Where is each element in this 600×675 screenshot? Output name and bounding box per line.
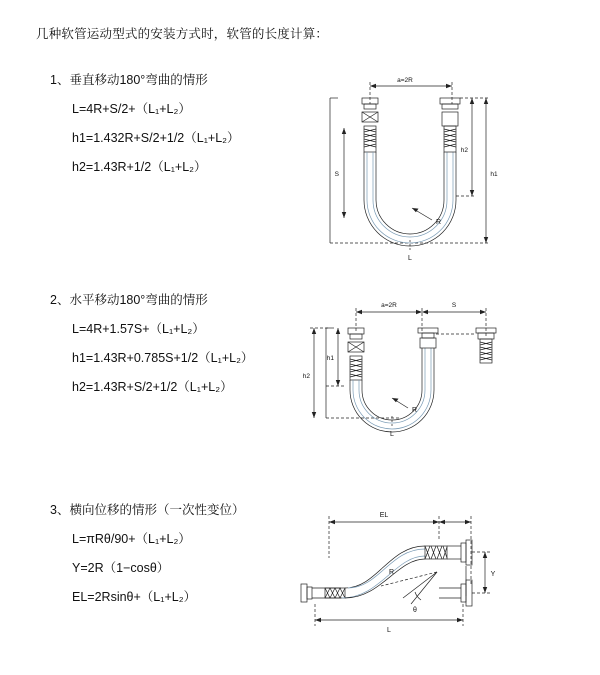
figure-2-label-radius: R (412, 407, 418, 414)
figure-1-label-top-dim: a=2R (397, 77, 413, 84)
section-2-title: 2、水平移动180°弯曲的情形 (50, 293, 208, 307)
section-2-formula-1: L=4R+1.57S+（L₁+L₂） (72, 322, 205, 336)
figure-1-label-radius: R (436, 219, 442, 226)
section-2-formula-3: h2=1.43R+S/2+1/2（L₁+L₂） (72, 380, 233, 394)
section-3-title: 3、横向位移的情形（一次性变位） (50, 503, 245, 517)
figure-vertical-180-bend (300, 68, 500, 273)
figure-3-label-offset: Y (490, 571, 496, 578)
page-title: 几种软管运动型式的安装方式时，软管的长度计算： (36, 27, 329, 41)
figure-3-label-angle: θ (413, 607, 417, 614)
figure-3-label-top-dim: EL (379, 512, 389, 519)
section-3-formula-2: Y=2R（1−cosθ） (72, 561, 170, 575)
figure-1-label-h2: h2 (460, 147, 468, 154)
figure-2-label-h2: h2 (302, 373, 310, 380)
figure-1-label-length: L (408, 255, 412, 262)
figure-2-label-top-dim-right: S (451, 302, 457, 309)
figure-1-label-h1: h1 (490, 171, 498, 178)
section-1-text (50, 70, 300, 175)
section-3-formula-1: L=πRθ/90+（L₁+L₂） (72, 532, 191, 546)
section-1-formula-1: L=4R+S/2+（L₁+L₂） (72, 102, 191, 116)
section-3-text (50, 500, 300, 605)
figure-2-label-h1: h1 (326, 355, 334, 362)
section-1-title: 1、垂直移动180°弯曲的情形 (50, 73, 208, 87)
section-2-formula-2: h1=1.43R+0.785S+1/2（L₁+L₂） (72, 351, 254, 365)
figure-3-label-radius: R (389, 569, 395, 576)
figure-3-label-length: L (387, 627, 391, 634)
figure-1-label-stroke: S (334, 171, 339, 178)
figure-2-label-top-dim-left: a=2R (381, 302, 397, 309)
section-3-formula-3: EL=2Rsinθ+（L₁+L₂） (72, 590, 197, 604)
section-1-formula-3: h2=1.43R+1/2（L₁+L₂） (72, 160, 207, 174)
figure-lateral-offset (285, 500, 500, 645)
figure-horizontal-180-bend (300, 290, 500, 475)
section-1-formula-2: h1=1.432R+S/2+1/2（L₁+L₂） (72, 131, 240, 145)
section-2-text (50, 290, 300, 395)
figure-2-label-length: L (390, 431, 394, 438)
